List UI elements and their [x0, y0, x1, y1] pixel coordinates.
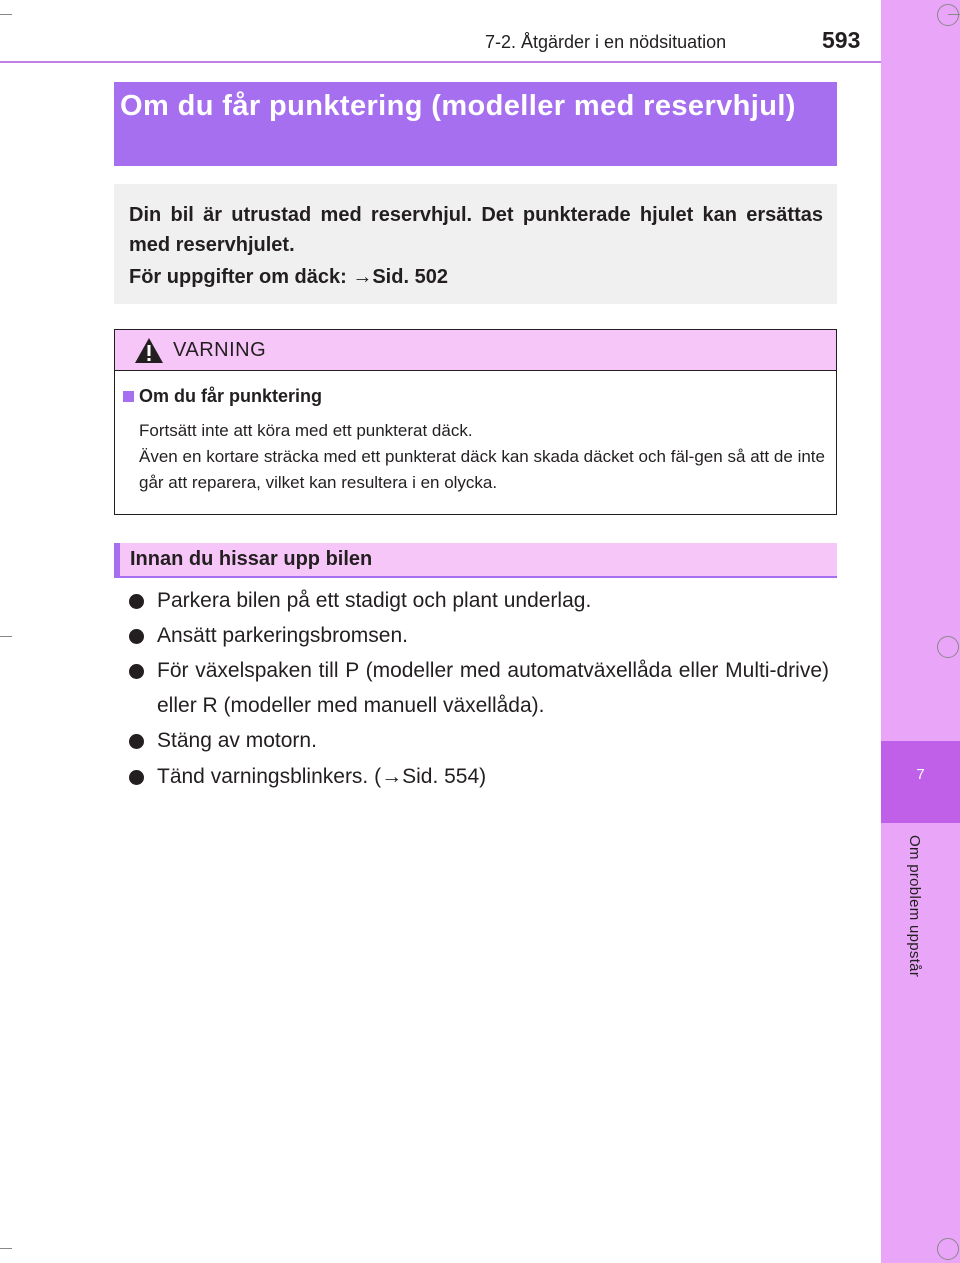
list-item-text: Ansätt parkeringsbromsen.: [157, 624, 408, 647]
header-rule: [0, 61, 881, 63]
bullet-icon: [129, 734, 144, 749]
warning-label: VARNING: [173, 339, 267, 361]
section-reference: 7-2. Åtgärder i en nödsituation: [485, 32, 727, 52]
registration-mark: [937, 4, 959, 26]
crop-mark: [0, 636, 12, 637]
bullet-icon: [129, 629, 144, 644]
bullet-icon: [129, 664, 144, 679]
warning-body: [139, 418, 825, 496]
crop-mark: [0, 1248, 12, 1249]
subsection-header: [114, 543, 837, 578]
list-item-text: Parkera bilen på ett stadigt och plant underlag.: [157, 589, 592, 612]
warning-subheading: Om du får punktering: [139, 386, 323, 406]
bullet-icon: [129, 594, 144, 609]
registration-mark: [937, 1238, 959, 1260]
registration-mark: [937, 636, 959, 658]
warning-triangle-icon: [134, 337, 164, 364]
intro-text: Din bil är utrustad med reservhjul. Det punkterade hjulet kan ersättas med reservhjulet.: [129, 204, 823, 256]
warning-box: [114, 329, 837, 515]
subsection-accent-bar: [114, 543, 120, 576]
square-bullet-icon: [123, 391, 134, 402]
chapter-number: 7: [916, 766, 925, 783]
chapter-sidebar: [881, 0, 960, 1263]
crop-mark: [0, 14, 12, 15]
page-title: Om du får punktering (modeller med reservhjul): [120, 90, 796, 122]
subsection-title: Innan du hissar upp bilen: [130, 548, 373, 570]
warning-line: Fortsätt inte att köra med ett punkterat däck.: [139, 421, 473, 440]
bullet-icon: [129, 770, 144, 785]
intro-reference: För uppgifter om däck: →Sid. 502: [129, 266, 448, 288]
list-item-text: För växelspaken till P (modeller med automatväxellåda eller Multi-drive) eller R (modeller med manuell växellåda).: [157, 659, 829, 717]
chapter-title: Om problem uppstår: [906, 835, 923, 978]
list-item-text: Tänd varningsblinkers. (→Sid. 554): [157, 765, 487, 788]
warning-line: Även en kortare sträcka med ett punkterat däck kan skada däcket och fäl-gen så att de inte går att reparera, vilket kan resultera i en olycka.: [139, 447, 825, 492]
list-item-text: Stäng av motorn.: [157, 729, 317, 752]
page-number: 593: [822, 27, 861, 53]
warning-header: [115, 330, 836, 371]
